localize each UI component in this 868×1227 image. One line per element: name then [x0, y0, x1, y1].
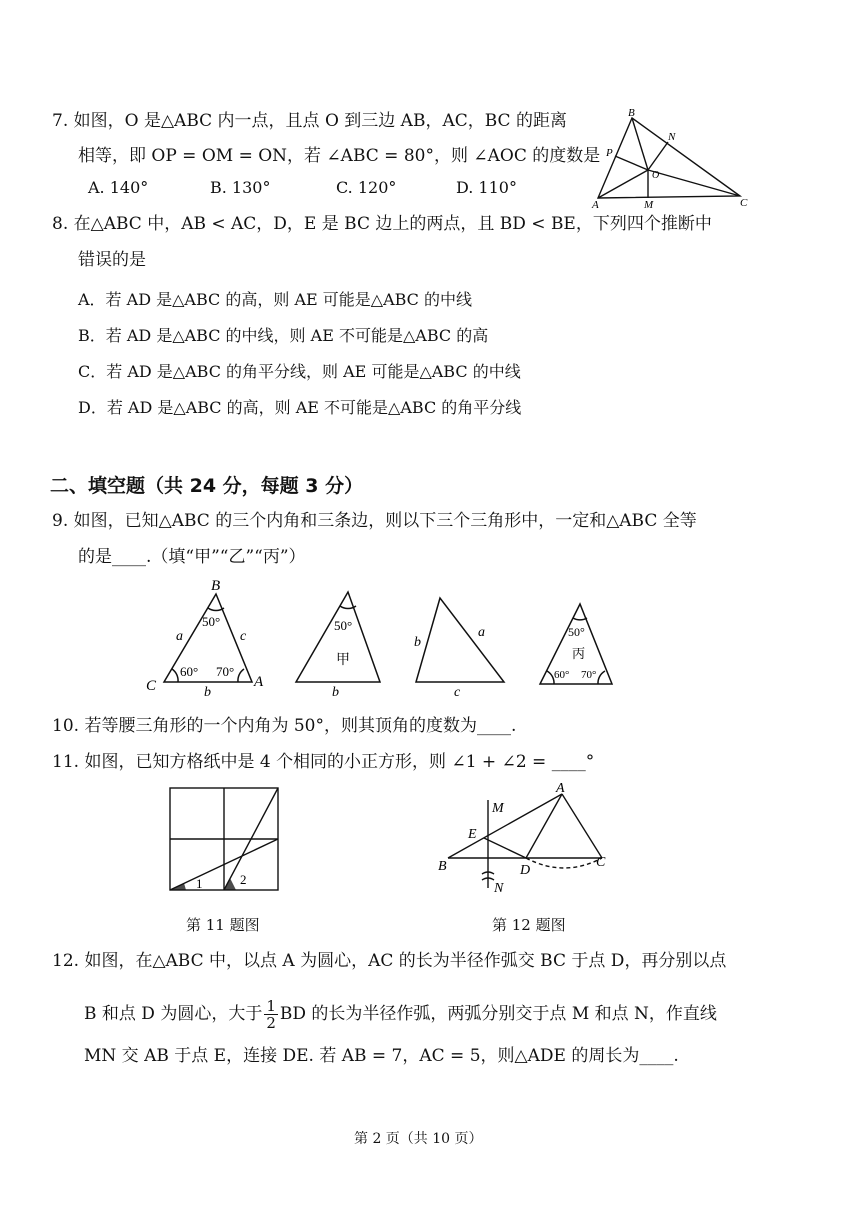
- q9-bing-name: 丙: [572, 646, 586, 661]
- q12-label-c: C: [596, 855, 606, 870]
- q9-jia-name: 甲: [336, 653, 350, 668]
- q9-main-label-b: B: [211, 578, 221, 594]
- q9-line2: 的是____.（填“甲”“乙”“丙”）: [78, 547, 306, 567]
- page-footer: 第 2 页（共 10 页）: [354, 1131, 483, 1147]
- q8-line2: 错误的是: [78, 250, 146, 270]
- q9-yi-bottom: c: [454, 685, 461, 700]
- q12-label-m: M: [492, 801, 504, 816]
- q9-main-label-a: A: [254, 674, 264, 690]
- q12-label-e: E: [468, 827, 477, 842]
- q7-label-b: B: [628, 107, 635, 119]
- q8-option-a: A．若 AD 是△ABC 的高，则 AE 可能是△ABC 的中线: [78, 290, 473, 309]
- q9-bing-br: 70°: [581, 669, 597, 681]
- q9-jia-angle: 50°: [334, 618, 353, 633]
- q7-figure: [588, 106, 758, 210]
- q9-main-angle-a: 70°: [216, 664, 235, 679]
- q11-grid-figure: [164, 784, 284, 896]
- q7-label-c: C: [740, 197, 748, 209]
- q9-main-side-b: b: [204, 685, 211, 700]
- q12-line2-part2: BD 的长为半径作弧，两弧分别交于点 M 和点 N，作直线: [279, 1004, 717, 1024]
- q12-fraction-denominator: 2: [266, 1014, 276, 1032]
- q12-label-a: A: [556, 782, 565, 796]
- q11-text: 11. 如图，已知方格纸中是 4 个相同的小正方形，则 ∠1 + ∠2 = ____°: [52, 752, 595, 772]
- q9-main-angle-b: 50°: [202, 614, 221, 629]
- q7-option-c: C. 120°: [336, 178, 397, 197]
- q11-angle-2: 2: [240, 872, 247, 887]
- q7-option-b: B. 130°: [210, 178, 271, 197]
- q12-fraction-numerator: 1: [266, 997, 276, 1015]
- q7-label-p: P: [606, 147, 613, 159]
- q9-main-angle-c: 60°: [180, 664, 199, 679]
- q12-line2-part1: B 和点 D 为圆心，大于: [84, 1004, 263, 1024]
- section-title: 二、填空题（共 24 分，每题 3 分）: [50, 475, 364, 497]
- q12-label-d: D: [520, 863, 531, 878]
- q7-option-a: A. 140°: [88, 178, 149, 197]
- q12-line2: [84, 998, 717, 1031]
- q9-figure: [140, 574, 620, 700]
- q8-line1: 8. 在△ABC 中，AB < AC，D，E 是 BC 边上的两点，且 BD < BE，下列四个推断中: [52, 214, 712, 234]
- q12-line1: 12. 如图，在△ABC 中，以点 A 为圆心，AC 的长为半径作弧交 BC 于点 D，再分别以点: [52, 951, 727, 971]
- q7-label-n: N: [668, 131, 676, 143]
- q7-label-a: A: [592, 199, 599, 210]
- q7-option-d: D. 110°: [456, 178, 517, 197]
- q7-label-o: O: [652, 170, 660, 181]
- q8-option-d: D．若 AD 是△ABC 的高，则 AE 不可能是△ABC 的角平分线: [78, 398, 522, 417]
- q12-figure: [434, 782, 618, 900]
- q12-caption: 第 12 题图: [492, 916, 566, 934]
- q9-line1: 9. 如图，已知△ABC 的三个内角和三条边，则以下三个三角形中，一定和△ABC 全等: [52, 511, 697, 531]
- q9-yi-right: a: [478, 625, 485, 640]
- q12-line3: MN 交 AB 于点 E，连接 DE. 若 AB = 7，AC = 5，则△ADE 的周长为____.: [84, 1046, 679, 1066]
- q9-jia-side: b: [332, 685, 339, 700]
- q10-text: 10. 若等腰三角形的一个内角为 50°，则其顶角的度数为____.: [52, 716, 517, 736]
- q7-label-m: M: [644, 199, 654, 210]
- q11-angle-1: 1: [196, 876, 203, 891]
- q9-bing-top: 50°: [568, 625, 585, 639]
- q9-main-label-c: C: [146, 678, 157, 694]
- q11-caption: 第 11 题图: [186, 916, 260, 934]
- q8-option-c: C．若 AD 是△ABC 的角平分线，则 AE 可能是△ABC 的中线: [78, 362, 521, 381]
- q12-label-b: B: [438, 859, 447, 874]
- q12-label-n: N: [494, 881, 504, 896]
- q9-yi-left: b: [414, 635, 421, 650]
- q12-fraction: [264, 998, 278, 1031]
- q8-option-b: B．若 AD 是△ABC 的中线，则 AE 不可能是△ABC 的高: [78, 326, 489, 345]
- q7-line2: 相等，即 OP = OM = ON，若 ∠ABC = 80°，则 ∠AOC 的度数是: [78, 146, 601, 166]
- q7-line1: 7. 如图，O 是△ABC 内一点，且点 O 到三边 AB，AC，BC 的距离: [52, 111, 567, 131]
- q9-main-side-a: a: [176, 629, 183, 644]
- q9-bing-bl: 60°: [554, 669, 570, 681]
- q9-main-side-c: c: [240, 629, 247, 644]
